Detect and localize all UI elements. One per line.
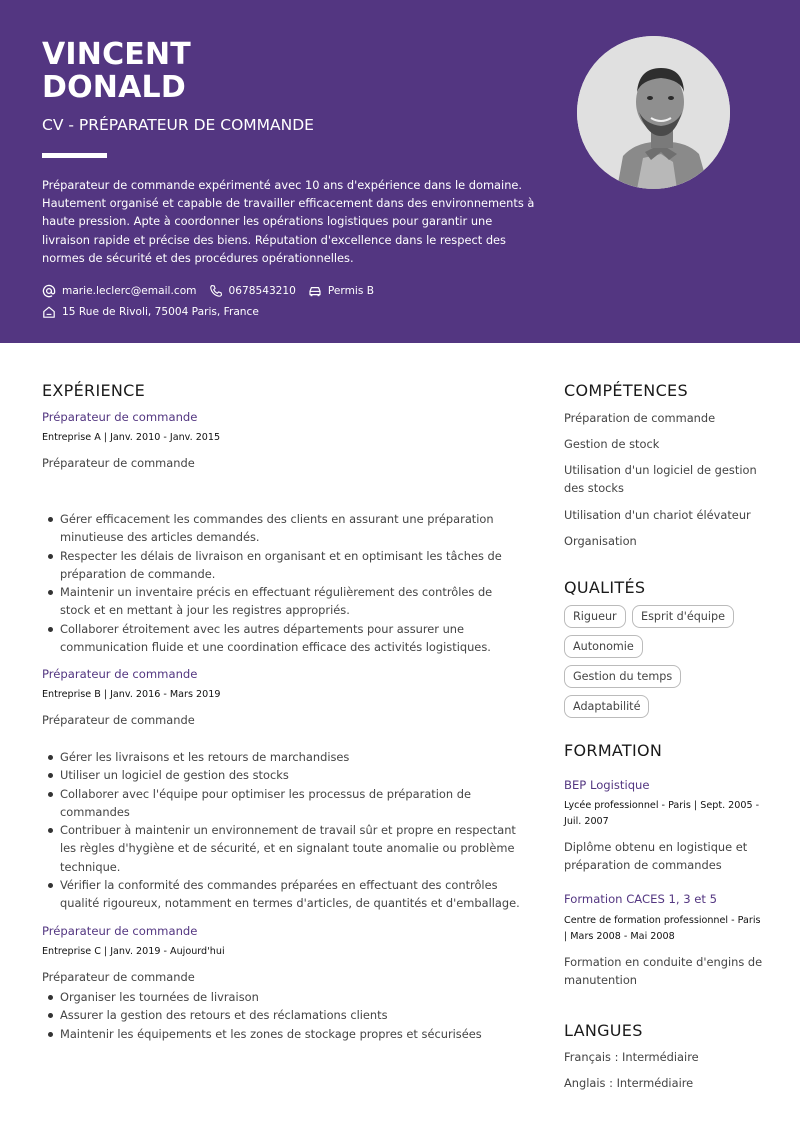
- cv-subtitle: CV - PRÉPARATEUR DE COMMANDE: [42, 116, 314, 134]
- education-meta: Centre de formation professionnel - Paris | Mars 2008 - Mai 2008: [564, 915, 761, 942]
- contact-email[interactable]: [42, 284, 197, 298]
- list-item: Contribuer à maintenir un environnement de travail sûr et propre en respectant les règles d'hygiène et de sécurité, et en signalant toute anomalie ou problème technique.: [42, 821, 522, 876]
- skill-item: Organisation: [564, 534, 637, 548]
- skill-item: Préparation de commande: [564, 411, 716, 425]
- job-bullets: [42, 988, 522, 1043]
- list-item: Collaborer avec l'équipe pour optimiser les processus de préparation de commandes: [42, 785, 522, 822]
- quality-tag: Adaptabilité: [564, 695, 649, 718]
- home-icon: [42, 305, 56, 319]
- list-item: Utiliser un logiciel de gestion des stocks: [42, 766, 522, 784]
- first-name: VINCENT: [42, 37, 191, 72]
- education-description: Diplôme obtenu en logistique et préparation de commandes: [564, 840, 748, 873]
- job-bullets: [42, 510, 522, 656]
- list-item: Collaborer étroitement avec les autres départements pour assurer une communication fluide et une coordination efficace des activités logistiques.: [42, 620, 522, 657]
- quality-tag: Rigueur: [564, 605, 626, 628]
- job-meta: Entreprise B | Janv. 2016 - Mars 2019: [42, 689, 221, 700]
- last-name: DONALD: [42, 70, 186, 105]
- quality-tag: Esprit d'équipe: [632, 605, 734, 628]
- education-meta: Lycée professionnel - Paris | Sept. 2005 - Juil. 2007: [564, 800, 760, 827]
- language-item: Français : Intermédiaire: [564, 1050, 699, 1064]
- contact-phone[interactable]: [209, 284, 296, 298]
- education-heading: FORMATION: [564, 741, 663, 760]
- job-description: Préparateur de commande: [42, 970, 195, 984]
- title-underline: [42, 153, 107, 158]
- contact-row-2: [42, 305, 271, 319]
- skill-item: Utilisation d'un chariot élévateur: [564, 508, 751, 522]
- job-title: Préparateur de commande: [42, 924, 198, 938]
- list-item: Maintenir un inventaire précis en effectuant régulièrement des contrôles de stock et en mettant à jour les registres appropriés.: [42, 583, 522, 620]
- job-title: Préparateur de commande: [42, 667, 198, 681]
- list-item: Assurer la gestion des retours et des réclamations clients: [42, 1006, 522, 1024]
- experience-heading: EXPÉRIENCE: [42, 381, 146, 400]
- quality-tag: Autonomie: [564, 635, 643, 658]
- phone-icon: [209, 284, 223, 298]
- list-item: Vérifier la conformité des commandes préparées en effectuant des contrôles qualité rigoureux, notamment en termes d'articles, de quantités et d'emballage.: [42, 876, 522, 913]
- license-text: Permis B: [327, 285, 375, 297]
- list-item: Maintenir les équipements et les zones de stockage propres et sécurisées: [42, 1025, 522, 1043]
- education-title: BEP Logistique: [564, 778, 650, 792]
- language-item: Anglais : Intermédiaire: [564, 1076, 694, 1090]
- education-description: Formation en conduite d'engins de manutention: [564, 955, 763, 988]
- contact-row-1: [42, 284, 386, 298]
- job-description: Préparateur de commande: [42, 713, 195, 727]
- profile-summary: Préparateur de commande expérimenté avec 10 ans d'expérience dans le domaine. Hautement organisé et capable de travailler efficacement dans des environnements à haute pression. Apte à coordonner les opérations logistiques pour garantir une livraison rapide et précise des biens. Réputation d'excellence dans le respect des normes de sécurité et des procédures opérationnelles.: [42, 178, 535, 265]
- list-item: Gérer les livraisons et les retours de marchandises: [42, 748, 522, 766]
- email-text: marie.leclerc@email.com: [62, 285, 197, 297]
- job-meta: Entreprise A | Janv. 2010 - Janv. 2015: [42, 432, 221, 443]
- job-description: Préparateur de commande: [42, 456, 195, 470]
- languages-heading: LANGUES: [564, 1021, 643, 1040]
- phone-text: 0678543210: [228, 285, 296, 297]
- job-title: Préparateur de commande: [42, 410, 198, 424]
- list-item: Respecter les délais de livraison en organisant et en optimisant les tâches de préparation de commande.: [42, 547, 522, 584]
- header-banner: [0, 0, 800, 343]
- quality-tag: Gestion du temps: [564, 665, 681, 688]
- profile-photo: [577, 36, 730, 189]
- address-text: 15 Rue de Rivoli, 75004 Paris, France: [62, 306, 259, 318]
- contact-license: [308, 284, 374, 298]
- list-item: Gérer efficacement les commandes des clients en assurant une préparation minutieuse des articles demandés.: [42, 510, 522, 547]
- skills-heading: COMPÉTENCES: [564, 381, 688, 400]
- car-icon: [308, 284, 322, 298]
- job-meta: Entreprise C | Janv. 2019 - Aujourd'hui: [42, 946, 225, 957]
- qualities-heading: QUALITÉS: [564, 578, 646, 597]
- contact-address: [42, 305, 259, 319]
- education-title: Formation CACES 1, 3 et 5: [564, 892, 718, 906]
- list-item: Organiser les tournées de livraison: [42, 988, 522, 1006]
- skill-item: Gestion de stock: [564, 437, 660, 451]
- skill-item: Utilisation d'un logiciel de gestion des stocks: [564, 463, 757, 495]
- at-sign-icon: [42, 284, 56, 298]
- candidate-name: [42, 38, 191, 104]
- job-bullets: [42, 748, 522, 913]
